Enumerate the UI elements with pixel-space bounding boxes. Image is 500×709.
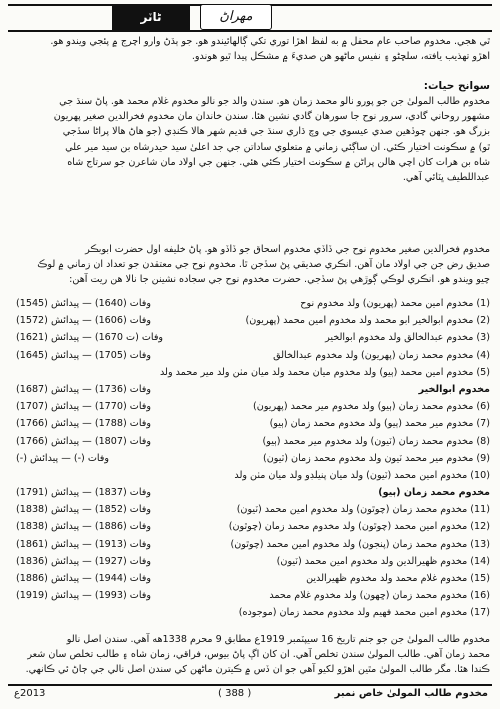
successor-name: (17) مخدوم امين محمد فهيم ولد مخدوم محمد زمان (موجوده) <box>238 607 490 619</box>
successor-dates: وفات (1640) — پيدائش (1545) <box>16 298 151 309</box>
intro-paragraph <box>12 34 490 64</box>
successor-row <box>12 553 490 570</box>
successor-row <box>12 364 490 381</box>
successor-row <box>12 312 490 329</box>
successor-dates: وفات (1927) — پيدائش (1836) <box>16 555 151 567</box>
successor-name: (4) مخدوم محمد زمان (پهريون) ولد مخدوم عبدالخالق <box>273 349 490 361</box>
successor-dates: وفات (ت 1670) — پيدائش (1621) <box>16 332 164 344</box>
successor-name: مخدوم ابوالخير <box>418 383 490 395</box>
successor-row <box>12 433 490 450</box>
lineage-paragraph <box>12 242 490 288</box>
successor-name: (5) مخدوم امين محمد (ٻيو) ولد مخدوم ميان محمد ولد ميان مٺن ولد مير محمد ولد <box>159 366 490 378</box>
bio-line: مخدوم طالب المولىٰ جن جو پورو نالو محمد زمان هو. سندن والد جو نالو مخدوم غلام محمد هو. پاڻ سنڌ جي <box>59 96 490 107</box>
magazine-logo: مهراڻ <box>200 4 272 30</box>
successor-row <box>12 501 490 518</box>
lineage-line: چيو ويندو هو. انڪري لوڪي ڳوڙهي پڻ سڏجي. حضرت مخدوم نوح جي سجاده نشينن جا نالا هن ريت آهن: <box>69 274 490 286</box>
successor-row <box>12 570 490 587</box>
closing-line: محمد زمان آهي. طالب المولىٰ سندن تخلص آهي. ان کان اڳ پاڻ بيوس، فراقي، زمان شاه ۽ طالب تخلص سان شعر <box>27 649 490 661</box>
successor-row <box>12 295 490 312</box>
bio-line: ٿو) ۾ سڪونت اختيار ڪئي. ان ساڳئي زماني ۾ متعلوي ساداتن جي جد اعلىٰ سيد حيدرشاه بن سيد مير علي <box>65 141 490 153</box>
successor-name: (15) مخدوم غلام محمد ولد مخدوم ظهيرالدين <box>306 573 490 584</box>
bio-line: بزرگ هو. جنهن چوڏهين صدي عيسوي جي وچ ڌاري سنڌ جي قديم شهر هالا ڪنڊي (جو هاڻ هالا پراڻا سڏجي <box>62 126 490 138</box>
intro-line: اهڙو تهذيب يافته، سلڇڻو ۽ نفيس ماڻهو هن صديءَ ۾ مشڪل پيدا ٿيو هوندو. <box>191 51 490 63</box>
successor-dates: وفات (1788) — پيدائش (1766) <box>16 418 151 430</box>
successor-row <box>12 536 490 553</box>
bio-line: عبداللطيف ڀٽائي آهي. <box>402 172 490 184</box>
successor-name: (16) مخدوم محمد زمان (ڇهون) ولد مخدوم غلام محمد <box>269 590 490 602</box>
successor-name: (14) مخدوم ظهيرالدين ولد مخدوم امين محمد (ٽيون) <box>276 555 490 567</box>
successor-name: (10) مخدوم امين محمد (ٽيون) ولد ميان پنيلڊو ولد ميان مٺن ولد <box>234 469 490 481</box>
section-heading: سوانح حيات: <box>423 80 490 92</box>
successor-name: (13) مخدوم محمد زمان (پنجون) ولد مخدوم امين محمد (چوٿون) <box>230 538 490 550</box>
successor-row <box>12 587 490 604</box>
successor-row <box>12 415 490 432</box>
page-footer <box>8 684 492 704</box>
successor-row <box>12 329 490 346</box>
successor-row <box>12 450 490 467</box>
successor-name: (2) مخدوم ابوالخير ابو محمد ولد مخدوم امين محمد (پهريون) <box>245 315 490 327</box>
biography-section <box>12 78 490 185</box>
successor-dates: وفات (1705) — پيدائش (1645) <box>16 349 151 361</box>
successor-row <box>12 381 490 398</box>
closing-line: ڪندا هئا. مگر طالب المولىٰ مٿين اهڙو لکيو آهي جو ان ڏس ۾ ڪيترن ماڻهن کي سندن اصل نالي جي ڄاڻ ئي ڪانهي. <box>25 664 490 676</box>
page-number: ( 388 ) <box>218 688 252 699</box>
successor-dates: وفات (1993) — پيدائش (1919) <box>16 590 151 602</box>
page-header <box>8 4 492 32</box>
successor-dates: وفات (1886) — پيدائش (1838) <box>16 521 151 533</box>
intro-line: ٿي هجي. مخدوم صاحب عام محفل ۾ به لفظ اهڙا توري تکي ڳالهائيندو هو. جو ٻڌڻ وارو اچرج ۾ پئجي ويندو هو. <box>50 36 490 47</box>
footer-year: 2013ع <box>14 688 46 699</box>
successor-name: (12) مخدوم امين محمد (چوٿون) ولد مخدوم محمد زمان (چوٿون) <box>228 521 490 533</box>
successor-dates: وفات (1837) — پيدائش (1791) <box>16 487 151 499</box>
closing-paragraph <box>12 632 490 678</box>
closing-line: مخدوم طالب المولىٰ جن جو جنم تاريخ 16 سيپٽمبر 1919ع مطابق 9 محرم 1338هه آهي. سندن اصل نالو <box>66 634 490 645</box>
successor-dates: وفات (1944) — پيدائش (1886) <box>16 573 151 584</box>
lineage-line: صديق رض جن جي اولاد مان آهن. انڪري صديقي پڻ سڏجن ٿا. مخدوم نوح جي معتقدن جو تعداد ان زماني ۾ لوڪ <box>37 259 490 271</box>
successor-dates: وفات (1852) — پيدائش (1838) <box>16 504 151 516</box>
footer-title: مخدوم طالب المولىٰ خاص نمبر <box>334 688 488 699</box>
successor-name: (8) مخدوم محمد زمان (ٽيون) ولد مخدوم مير محمد (ٻيو) <box>262 435 490 447</box>
successor-dates: وفات (1807) — پيدائش (1766) <box>16 435 151 447</box>
successor-row <box>12 467 490 484</box>
successor-dates: وفات (-) — پيدائش (-) <box>16 452 110 464</box>
successor-name: (3) مخدوم عبدالخالق ولد مخدوم ابوالخير <box>325 332 490 344</box>
successor-dates: وفات (1770) — پيدائش (1707) <box>16 401 151 413</box>
successor-row <box>12 518 490 535</box>
successor-row <box>12 347 490 364</box>
successor-dates: وفات (1736) — پيدائش (1687) <box>16 383 151 395</box>
successor-name: مخدوم محمد زمان (ٻيو) <box>378 487 490 499</box>
successor-name: (7) مخدوم مير محمد (ٻيو) ولد مخدوم محمد زمان (ٻيو) <box>269 418 490 430</box>
header-label: ڻاٽر <box>112 4 190 30</box>
successor-row <box>12 484 490 501</box>
successor-row <box>12 398 490 415</box>
successor-list <box>12 295 490 622</box>
successor-name: (6) مخدوم محمد زمان (ٻيو) ولد مخدوم مير محمد (پهريون) <box>253 401 490 413</box>
bio-line: مشهور روحاني گادي، سرور نوح جا سورهان گادي نشين هئا. سندن خاندان مان مخدوم فخرالدين صغير پهريون <box>53 111 490 123</box>
successor-name: (1) مخدوم امين محمد (پهريون) ولد مخدوم نوح <box>300 298 490 309</box>
lineage-line: مخدوم فخرالدين صغير مخدوم نوح جي ڏاڏي مخدوم اسحاق جو ڏاڏو هو. پاڻ خليفه اول حضرت ابوبڪر <box>85 244 490 255</box>
successor-dates: وفات (1913) — پيدائش (1861) <box>16 538 151 550</box>
bio-line: شاه بن هرات کان اچي هالن پراڻن ۾ سڪونت اختيار ڪئي هئي. جنهن جي اولاد مان شاعرن جو سرتاج شاه <box>67 156 490 168</box>
successor-name: (9) مخدوم مير محمد ٽيون ولد مخدوم محمد زمان (ٽيون) <box>262 452 490 464</box>
successor-row <box>12 604 490 621</box>
successor-dates: وفات (1606) — پيدائش (1572) <box>16 315 151 327</box>
successor-name: (11) مخدوم محمد زمان (چوٿون) ولد مخدوم امين محمد (ٽيون) <box>236 504 490 516</box>
